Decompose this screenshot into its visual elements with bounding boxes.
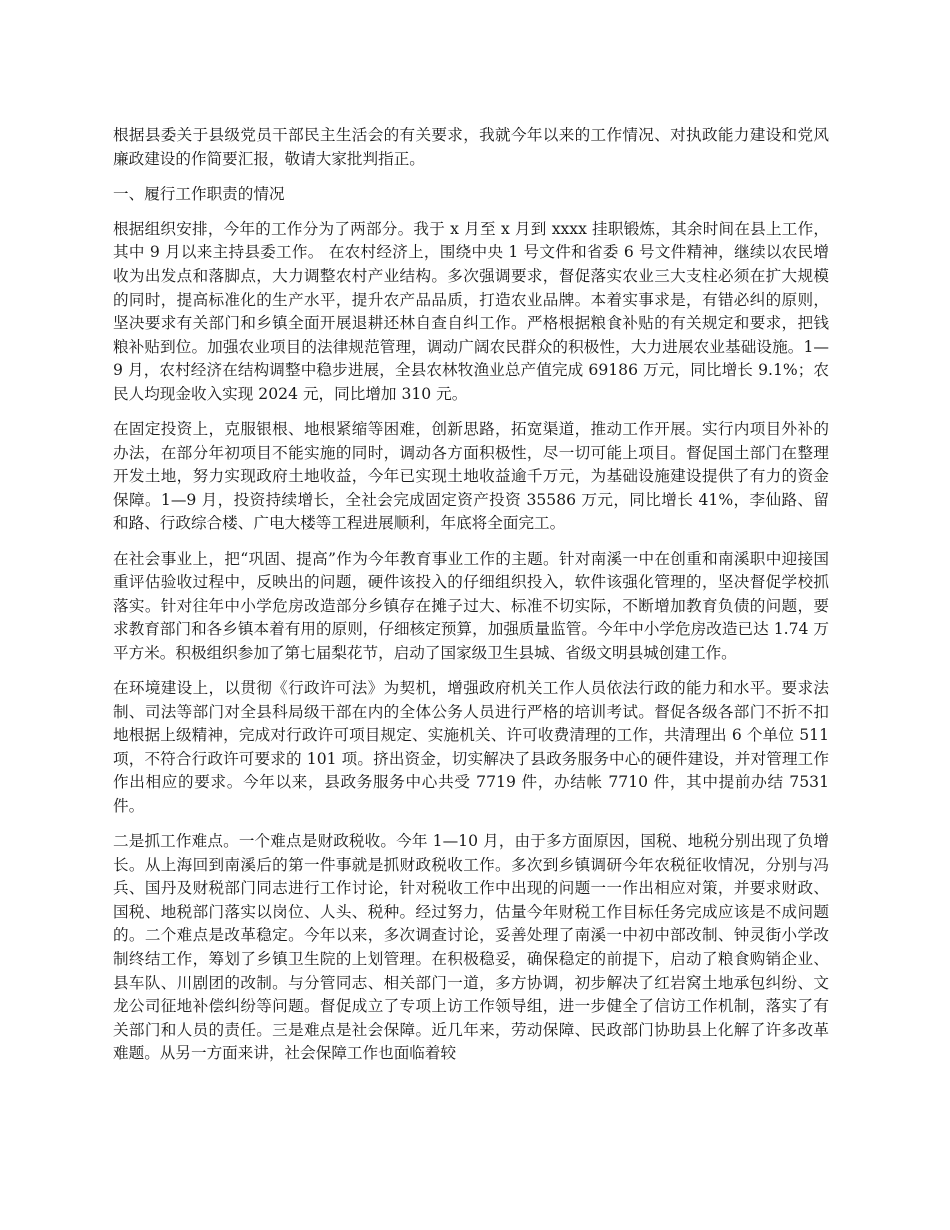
intro-paragraph: 根据县委关于县级党员干部民主生活会的有关要求，我就今年以来的工作情况、对执政能力建设和党风廉政建设的作简要汇报，敬请大家批判指正。 (113, 126, 829, 168)
document-page (113, 124, 829, 1077)
paragraph-fixed-investment: 在固定投资上，克服银根、地根紧缩等困难，创新思路，拓宽渠道，推动工作开展。实行内项目外补的办法，在部分年初项目不能实施的同时，调动各方面积极性，尽一切可能上项目。督促国土部门在整理开发土地，努力实现政府土地收益，今年已实现土地收益逾千万元，为基础设施建设提供了有力的资金保障。1—9 月，投资持续增长，全社会完成固定资产投资 35586 万元，同比增长 41%，李仙路、留和路、行政综合楼、广电大楼等工程进展顺利，年底将全面完工。 (113, 420, 829, 533)
paragraph-work-difficulties: 二是抓工作难点。一个难点是财政税收。今年 1—10 月，由于多方面原因，国税、地税分别出现了负增长。从上海回到南溪后的第一件事就是抓财政税收工作。多次到乡镇调研今年农税征收情况，分别与冯兵、国丹及财税部门同志进行工作讨论，针对税收工作中出现的问题一一作出相应对策，并要求财政、国税、地税部门落实以岗位、人头、税种。经过努力，估量今年财税工作目标任务完成应该是不成问题的。二个难点是改革稳定。今年以来，多次调查讨论，妥善处理了南溪一中初中部改制、钟灵街小学改制终结工作，筹划了乡镇卫生院的上划管理。在积极稳妥，确保稳定的前提下，启动了粮食购销企业、县车队、川剧团的改制。与分管同志、相关部门一道，多方协调，初步解决了红岩窝土地承包纠纷、文龙公司征地补偿纠纷等问题。督促成立了专项上访工作领导组，进一步健全了信访工作机制，落实了有关部门和人员的责任。三是难点是社会保障。近几年来，劳动保障、民政部门协助县上化解了许多改革难题。从另一方面来讲，社会保障工作也面临着较 (113, 832, 829, 1063)
section-heading: 一、履行工作职责的情况 (113, 184, 285, 203)
paragraph-rural-economy: 根据组织安排，今年的工作分为了两部分。我于 x 月至 x 月到 xxxx 挂职锻炼，其余时间在县上工作，其中 9 月以来主持县委工作。 在农村经济上，围绕中央 1 号文件和省委 6 号文件精神，继续以农民增收为出发点和落脚点，大力调整农村产业结构。多次强调要求，督促落实农业三大支柱必须在扩大规模的同时，提高标准化的生产水平，提升农产品品质，打造农业品牌。本着实事求是，有错必纠的原则，坚决要求有关部门和乡镇全面开展退耕还林自查自纠工作。严格根据粮食补贴的有关规定和要求，把钱粮补贴到位。加强农业项目的法律规范管理，调动广阔农民群众的积极性，大力进展农业基础设施。1—9 月，农村经济在结构调整中稳步进展，全县农林牧渔业总产值完成 69186 万元，同比增长 9.1%；农民人均现金收入实现 2024 元，同比增加 310 元。 (113, 219, 829, 403)
paragraph-environment: 在环境建设上，以贯彻《行政许可法》为契机，增强政府机关工作人员依法行政的能力和水平。要求法制、司法等部门对全县科局级干部在内的全体公务人员进行严格的培训考试。督促各级各部门不折不扣地根据上级精神，完成对行政许可项目规定、实施机关、许可收费清理的工作，共清理出 6 个单位 511 项，不符合行政许可要求的 101 项。挤出资金，切实解决了县政务服务中心的硬件建设，并对管理工作作出相应的要求。今年以来，县政务服务中心共受 7719 件，办结帐 7710 件，其中提前办结 7531 件。 (113, 678, 829, 815)
paragraph-social-affairs: 在社会事业上，把“巩固、提高”作为今年教育事业工作的主题。针对南溪一中在创重和南溪职中迎接国重评估验收过程中，反映出的问题，硬件该投入的仔细组织投入，软件该强化管理的，坚决督促学校抓落实。针对往年中小学危房改造部分乡镇存在摊子过大、标准不切实际，不断增加教育负债的问题，要求教育部门和各乡镇本着有用的原则，仔细核定预算，加强质量监管。今年中小学危房改造已达 1.74 万平方米。积极组织参加了第七届梨花节，启动了国家级卫生县城、省级文明县城创建工作。 (113, 549, 829, 662)
